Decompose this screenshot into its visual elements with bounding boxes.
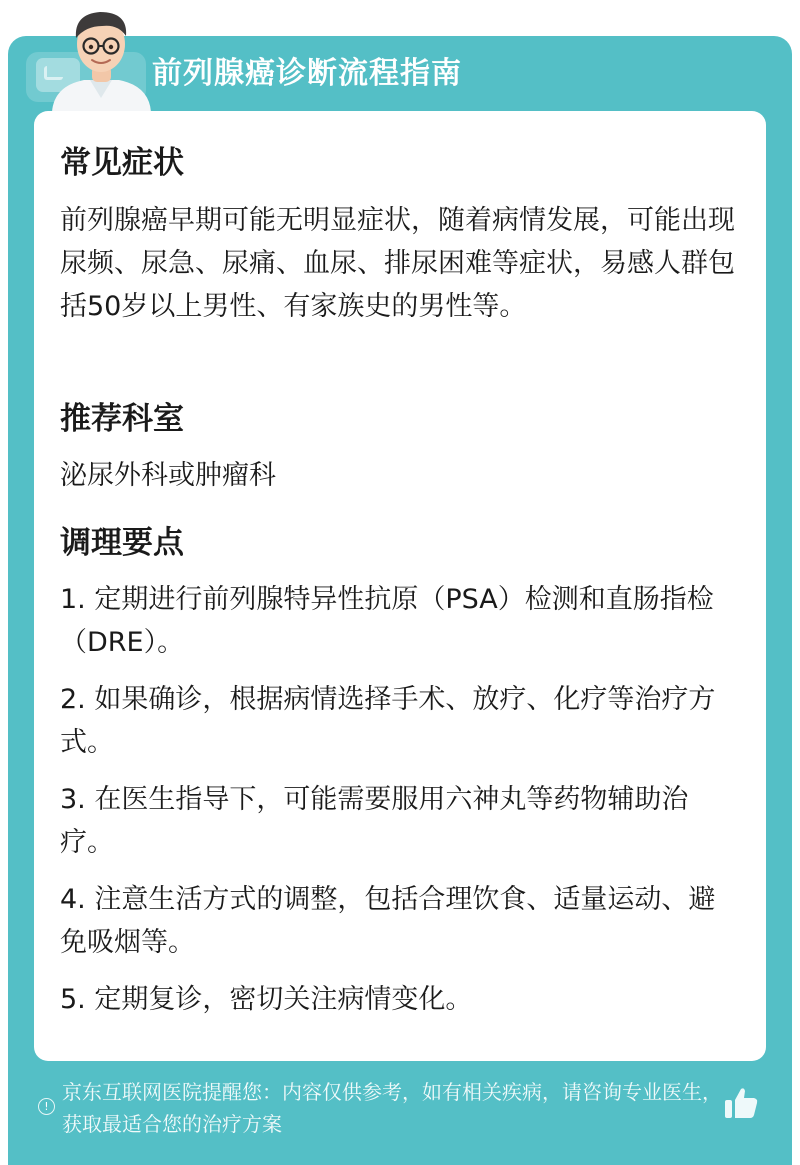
page-title: 前列腺癌诊断流程指南 xyxy=(152,56,462,91)
care-item-1: 1. 定期进行前列腺特异性抗原（PSA）检测和直肠指检（DRE）。 xyxy=(60,584,714,658)
thumbs-up-icon[interactable] xyxy=(723,1085,759,1121)
care-item-4: 4. 注意生活方式的调整，包括合理饮食、适量运动、避免吸烟等。 xyxy=(60,884,716,958)
content-card xyxy=(34,111,766,1061)
symptoms-text: 前列腺癌早期可能无明显症状，随着病情发展，可能出现尿频、尿急、尿痛、血尿、排尿困难等症状，易感人群包括50岁以上男性、有家族史的男性等。 xyxy=(60,205,735,322)
care-item-3: 3. 在医生指导下，可能需要服用六神丸等药物辅助治疗。 xyxy=(60,784,689,858)
department-text: 泌尿外科或肿瘤科 xyxy=(60,460,276,491)
care-item-2: 2. 如果确诊，根据病情选择手术、放疗、化疗等治疗方式。 xyxy=(60,684,716,758)
care-heading: 调理要点 xyxy=(60,525,184,561)
info-icon: ! xyxy=(38,1098,55,1115)
symptoms-heading: 常见症状 xyxy=(60,145,184,181)
doctor-avatar-icon xyxy=(44,6,159,112)
disclaimer-text: 京东互联网医院提醒您：内容仅供参考，如有相关疾病，请咨询专业医生，获取最适合您的治疗方案 xyxy=(62,1080,722,1136)
care-item-5: 5. 定期复诊，密切关注病情变化。 xyxy=(60,984,473,1015)
department-heading: 推荐科室 xyxy=(60,401,184,437)
